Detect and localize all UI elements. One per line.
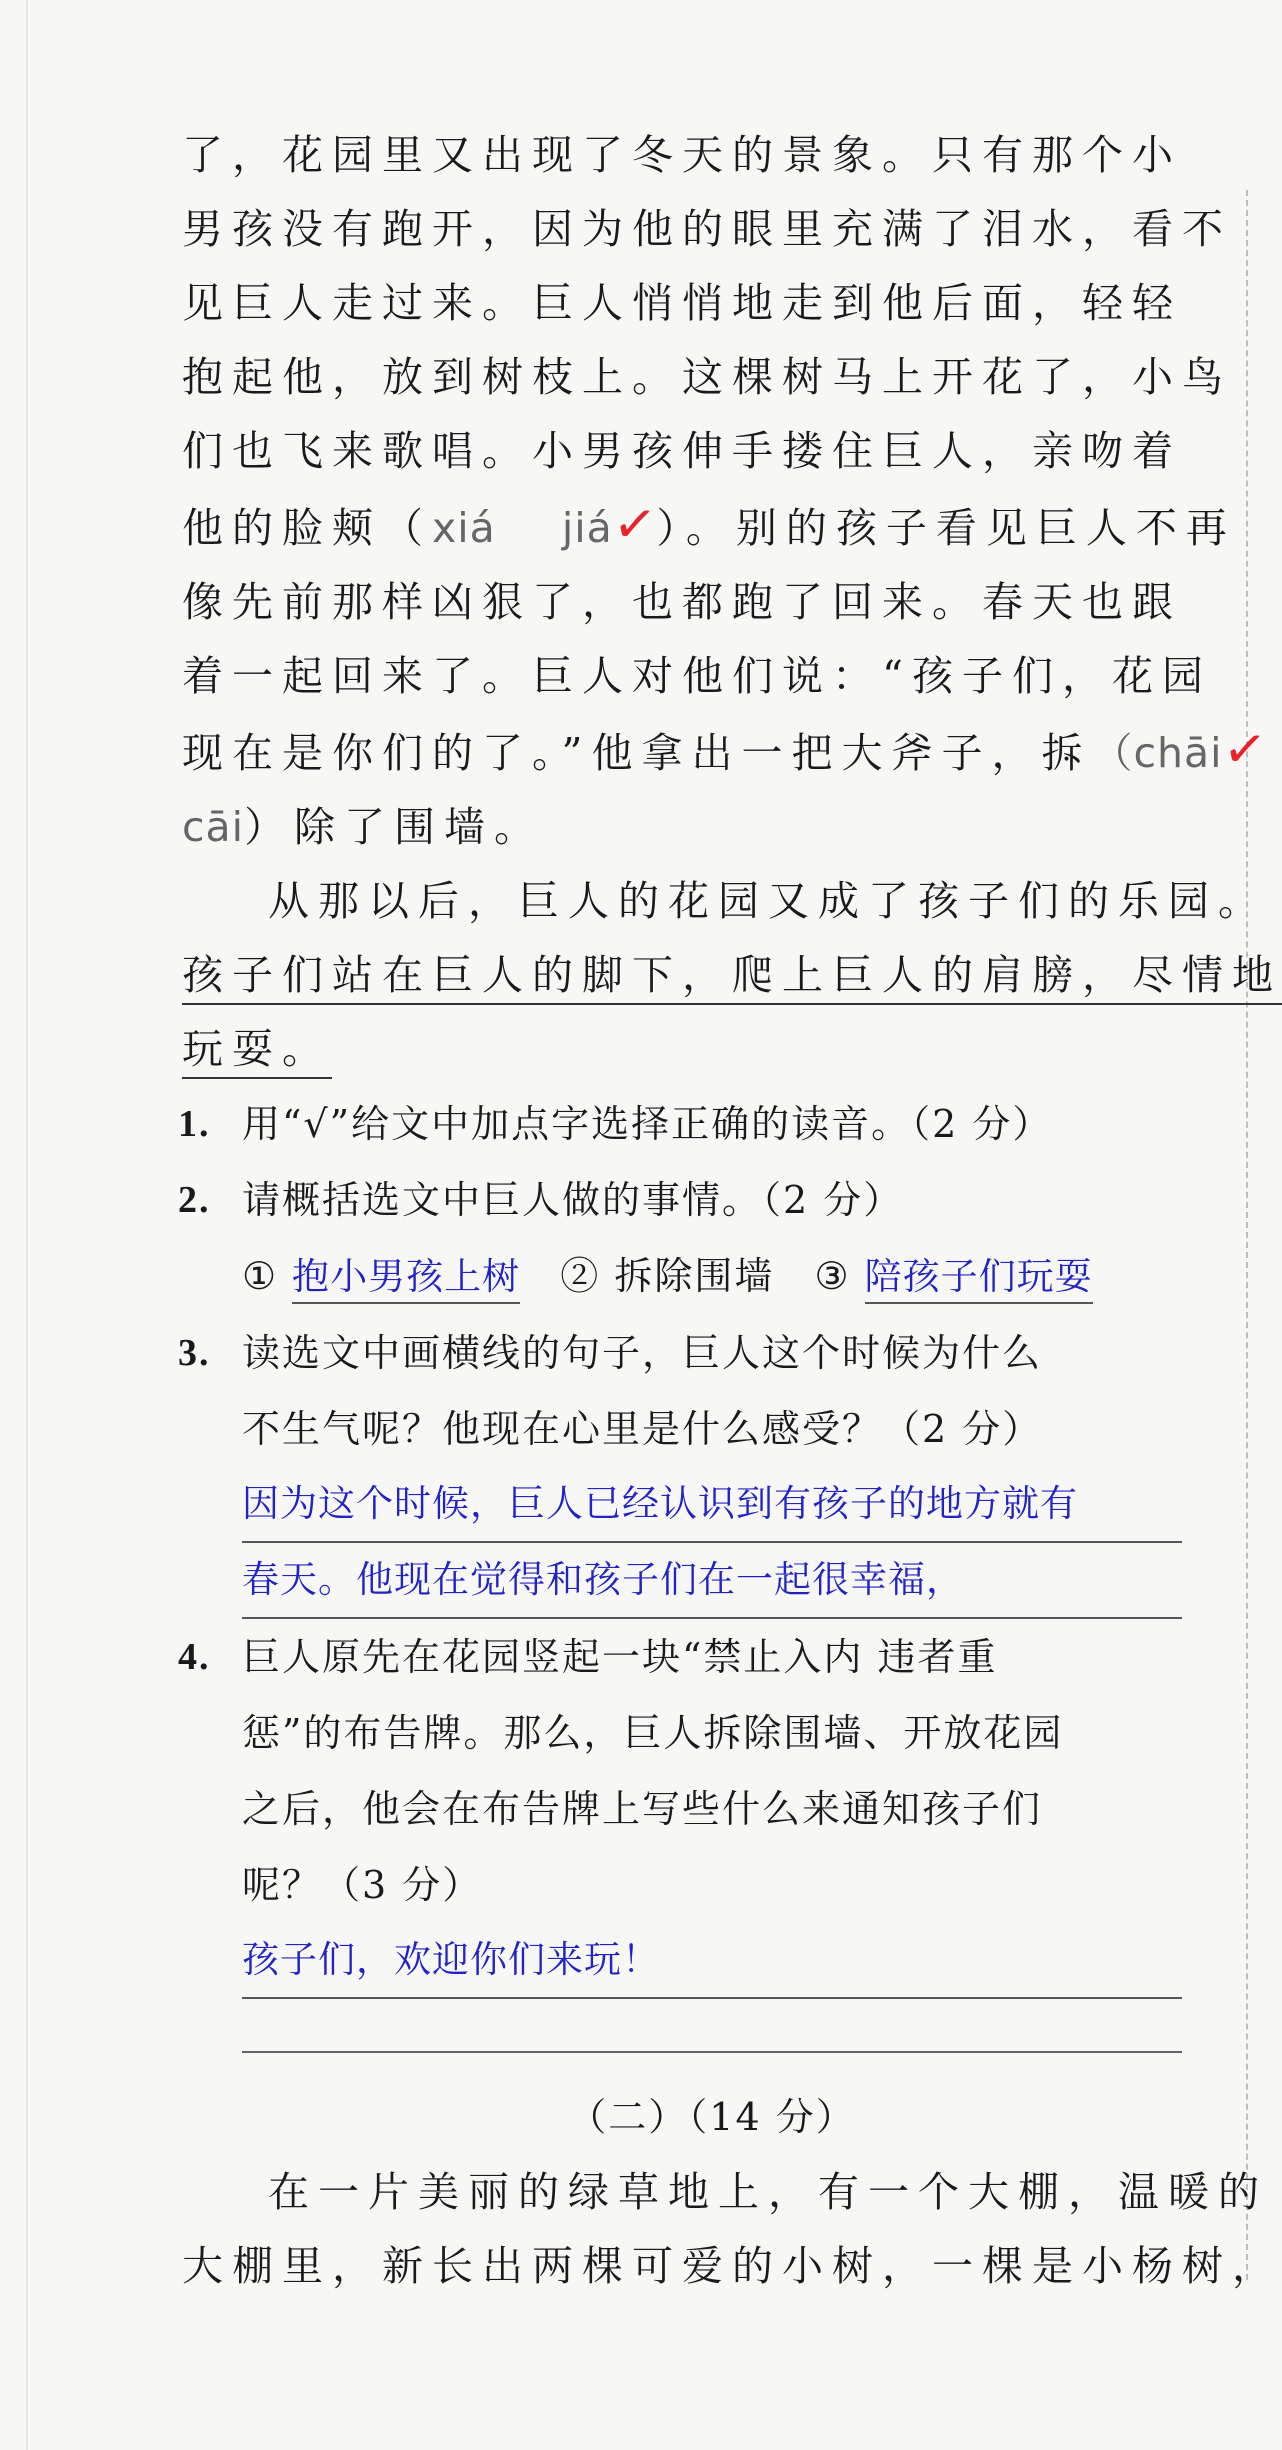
question-4-line: 惩”的布告牌。那么，巨人拆除围墙、开放花园 — [242, 1711, 1064, 1755]
question-text: 巨人原先在花园竖起一块“禁止入内 违者重 — [242, 1635, 998, 1679]
question-4-line: 呢？（3 分） — [242, 1863, 483, 1907]
question-4-line: 之后，他会在布告牌上写些什么来通知孩子们 — [242, 1787, 1043, 1831]
question-3-answer — [182, 1543, 1182, 1619]
section-title: （二）（14 分） — [568, 2095, 856, 2139]
dotted-character: 颊 • — [332, 504, 382, 552]
check-mark-icon: ✓ — [609, 492, 660, 558]
passage-line: 大棚里，新长出两棵可爱的小树，一棵是小杨树， — [182, 2242, 1282, 2290]
passage-line: 着一起回来了。巨人对他们说：“孩子们，花园 — [182, 652, 1212, 700]
question-text: 用“√”给文中加点字选择正确的读音。（2 分） — [242, 1102, 1053, 1146]
passage-line: 抱起他，放到树枝上。这棵树马上开花了，小鸟 — [182, 353, 1232, 401]
answer-line[interactable]: 因为这个时候，巨人已经认识到有孩子的地方就有 — [242, 1467, 1182, 1543]
worksheet-content — [178, 118, 1282, 2303]
item-marker: ② — [560, 1254, 601, 1298]
question-4 — [178, 1619, 1182, 1695]
passage-line-pinyin-choice — [182, 713, 1270, 790]
section-divider — [242, 2051, 1182, 2053]
question-3 — [178, 1315, 1182, 1391]
dotted-character: 拆 • — [1041, 729, 1091, 777]
passage-text: 他的脸 — [182, 504, 332, 552]
passage-line — [182, 790, 1182, 864]
underlined-sentence — [182, 1012, 1182, 1086]
passage-line: 从那以后，巨人的花园又成了孩子们的乐园。 — [268, 877, 1268, 925]
item-marker: ① — [242, 1254, 279, 1298]
answer-item — [560, 1238, 774, 1314]
pinyin-option-2: jiá — [561, 504, 613, 552]
passage-line: 了，花园里又出现了冬天的景象。只有那个小 — [182, 131, 1182, 179]
pinyin-option-2: cāi — [182, 803, 245, 851]
answer-line[interactable]: 孩子们，欢迎你们来玩！ — [242, 1923, 1182, 1999]
passage-text: ）除了围墙。 — [244, 803, 545, 851]
answer-line[interactable]: 春天。他现在觉得和孩子们在一起很幸福， — [242, 1543, 1182, 1619]
question-4-answer — [182, 1923, 1182, 1999]
page-edge — [26, 0, 28, 2450]
answer-text[interactable]: 陪孩子们玩耍 — [865, 1255, 1093, 1304]
question-text: 请概括选文中巨人做的事情。（2 分） — [242, 1178, 904, 1222]
passage-line: 男孩没有跑开，因为他的眼里充满了泪水，看不 — [182, 205, 1232, 253]
passage-line: 在一片美丽的绿草地上，有一个大棚，温暖的 — [268, 2168, 1268, 2216]
question-text: 读选文中画横线的句子，巨人这个时候为什么 — [242, 1331, 1043, 1375]
passage-text: 现在是你们的了。”他拿出一把大斧子， — [182, 729, 1042, 777]
question-number: 3. — [178, 1332, 211, 1374]
bracket: （ — [382, 504, 432, 552]
check-mark-icon: ✓ — [1219, 717, 1270, 783]
question-number: 4. — [178, 1636, 211, 1678]
passage-text: ）。别的孩子看见巨人不再 — [656, 504, 1236, 552]
passage-line: 见巨人走过来。巨人悄悄地走到他后面，轻轻 — [182, 279, 1182, 327]
binding-dashed-line — [1246, 190, 1248, 2280]
pinyin-option-1: （chāi — [1091, 729, 1223, 777]
underlined-sentence — [182, 938, 1282, 1012]
item-marker: ③ — [814, 1254, 851, 1298]
question-2-answers — [182, 1238, 1182, 1315]
answer-text[interactable]: 抱小男孩上树 — [292, 1255, 520, 1304]
passage-line-pinyin-choice — [182, 488, 1236, 565]
underlined-text: 玩耍。 — [182, 1025, 332, 1079]
question-1 — [178, 1086, 1182, 1162]
answer-item — [814, 1238, 1092, 1315]
question-3-answer — [182, 1467, 1182, 1543]
question-number: 1. — [178, 1103, 211, 1145]
pinyin-option-1: xiá — [432, 504, 496, 552]
answer-item — [242, 1238, 520, 1315]
passage-line: 像先前那样凶狠了，也都跑了回来。春天也跟 — [182, 578, 1182, 626]
question-3-line: 不生气呢？他现在心里是什么感受？（2 分） — [242, 1407, 1043, 1451]
question-2 — [178, 1162, 1182, 1238]
underlined-text: 孩子们站在巨人的脚下，爬上巨人的肩膀，尽情地 — [182, 951, 1282, 1005]
passage-line: 们也飞来歌唱。小男孩伸手搂住巨人，亲吻着 — [182, 427, 1182, 475]
question-number: 2. — [178, 1179, 211, 1221]
answer-text-printed: 拆除围墙 — [614, 1254, 775, 1298]
